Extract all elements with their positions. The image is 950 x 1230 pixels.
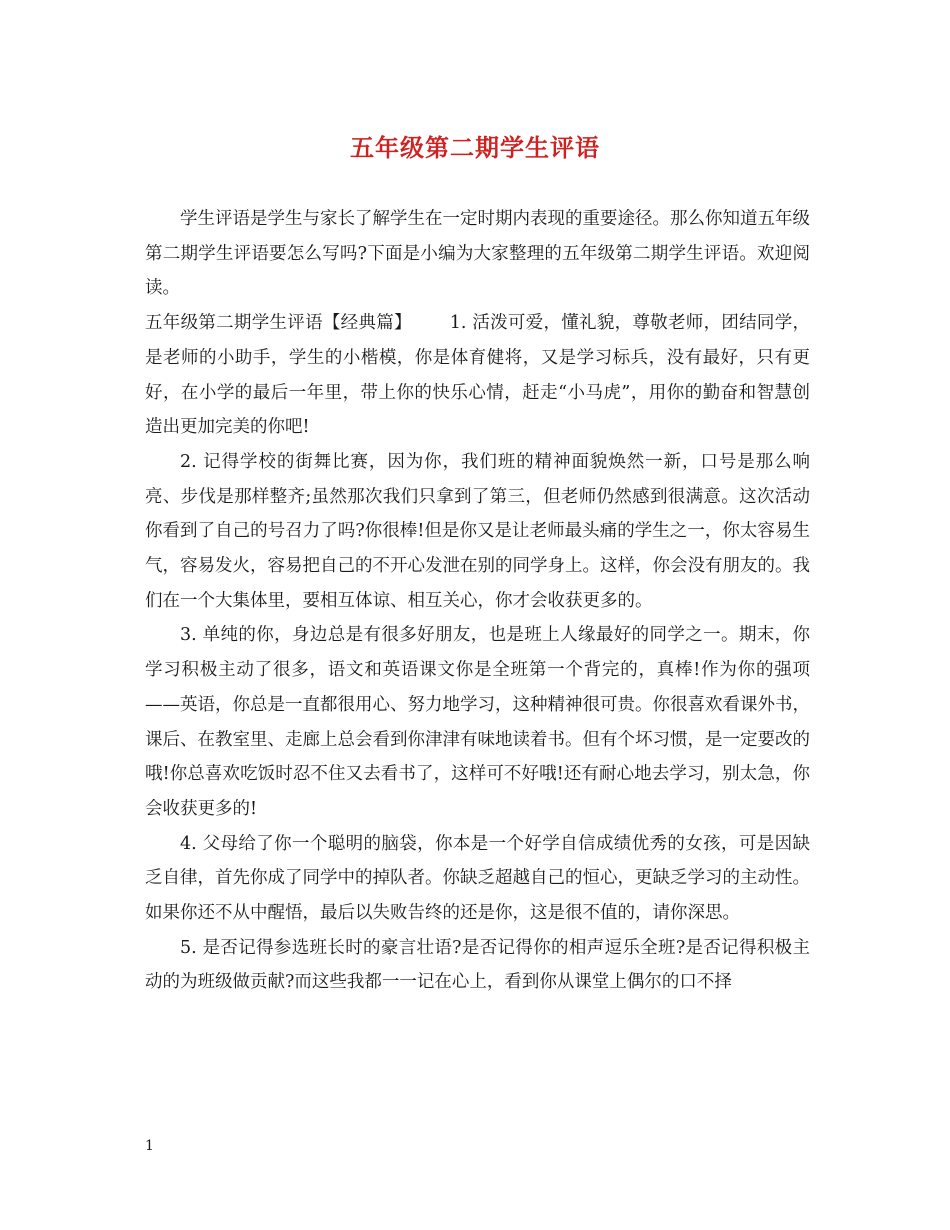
item-2-paragraph: 2. 记得学校的街舞比赛，因为你，我们班的精神面貌焕然一新，口号是那么响亮、步伐是那样整齐;虽然那次我们只拿到了第三，但老师仍然感到很满意。这次活动你看到了自己的号召力了吗?你很棒!但是你又是让老师最头痛的学生之一，你太容易生气，容易发火，容易把自己的不开心发泄在别的同学身上。这样，你会没有朋友的。我们在一个大集体里，要相互体谅、相互关心，你才会收获更多的。 — [145, 451, 810, 611]
document-title: 五年级第二期学生评语 — [350, 133, 600, 162]
item-1-paragraph — [145, 306, 810, 445]
item-5-paragraph: 5. 是否记得参选班长时的豪言壮语?是否记得你的相声逗乐全班?是否记得积极主动的为班级做贡献?而这些我都一一记在心上，看到你从课堂上偶尔的口不择 — [145, 937, 810, 993]
page-number: 1 — [145, 1138, 154, 1154]
document-body — [145, 202, 810, 1000]
item-1-text: 1. 活泼可爱，懂礼貌，尊敬老师，团结同学，是老师的小助手，学生的小楷模，你是体育健将，又是学习标兵，没有最好，只有更好，在小学的最后一年里，带上你的快乐心情，赶走“小马虎”，用你的勤奋和智慧创造出更加完美的你吧! — [145, 313, 810, 438]
section-heading: 五年级第二期学生评语【经典篇】 — [145, 313, 412, 334]
intro-paragraph: 学生评语是学生与家长了解学生在一定时期内表现的重要途径。那么你知道五年级第二期学生评语要怎么写吗?下面是小编为大家整理的五年级第二期学生评语。欢迎阅读。 — [145, 209, 810, 299]
item-4-paragraph: 4. 父母给了你一个聪明的脑袋，你本是一个好学自信成绩优秀的女孩，可是因缺乏自律，首先你成了同学中的掉队者。你缺乏超越自己的恒心，更缺乏学习的主动性。如果你还不从中醒悟，最后以失败告终的还是你，这是很不值的，请你深思。 — [145, 833, 810, 924]
item-3-paragraph: 3. 单纯的你，身边总是有很多好朋友，也是班上人缘最好的同学之一。期末，你学习积极主动了很多，语文和英语课文你是全班第一个背完的，真棒!作为你的强项——英语，你总是一直都很用心、努力地学习，这种精神很可贵。你很喜欢看课外书，课后、在教室里、走廊上总会看到你津津有味地读着书。但有个坏习惯，是一定要改的哦!你总喜欢吃饭时忍不住又去看书了，这样可不好哦!还有耐心地去学习，别太急，你会收获更多的! — [145, 625, 810, 819]
